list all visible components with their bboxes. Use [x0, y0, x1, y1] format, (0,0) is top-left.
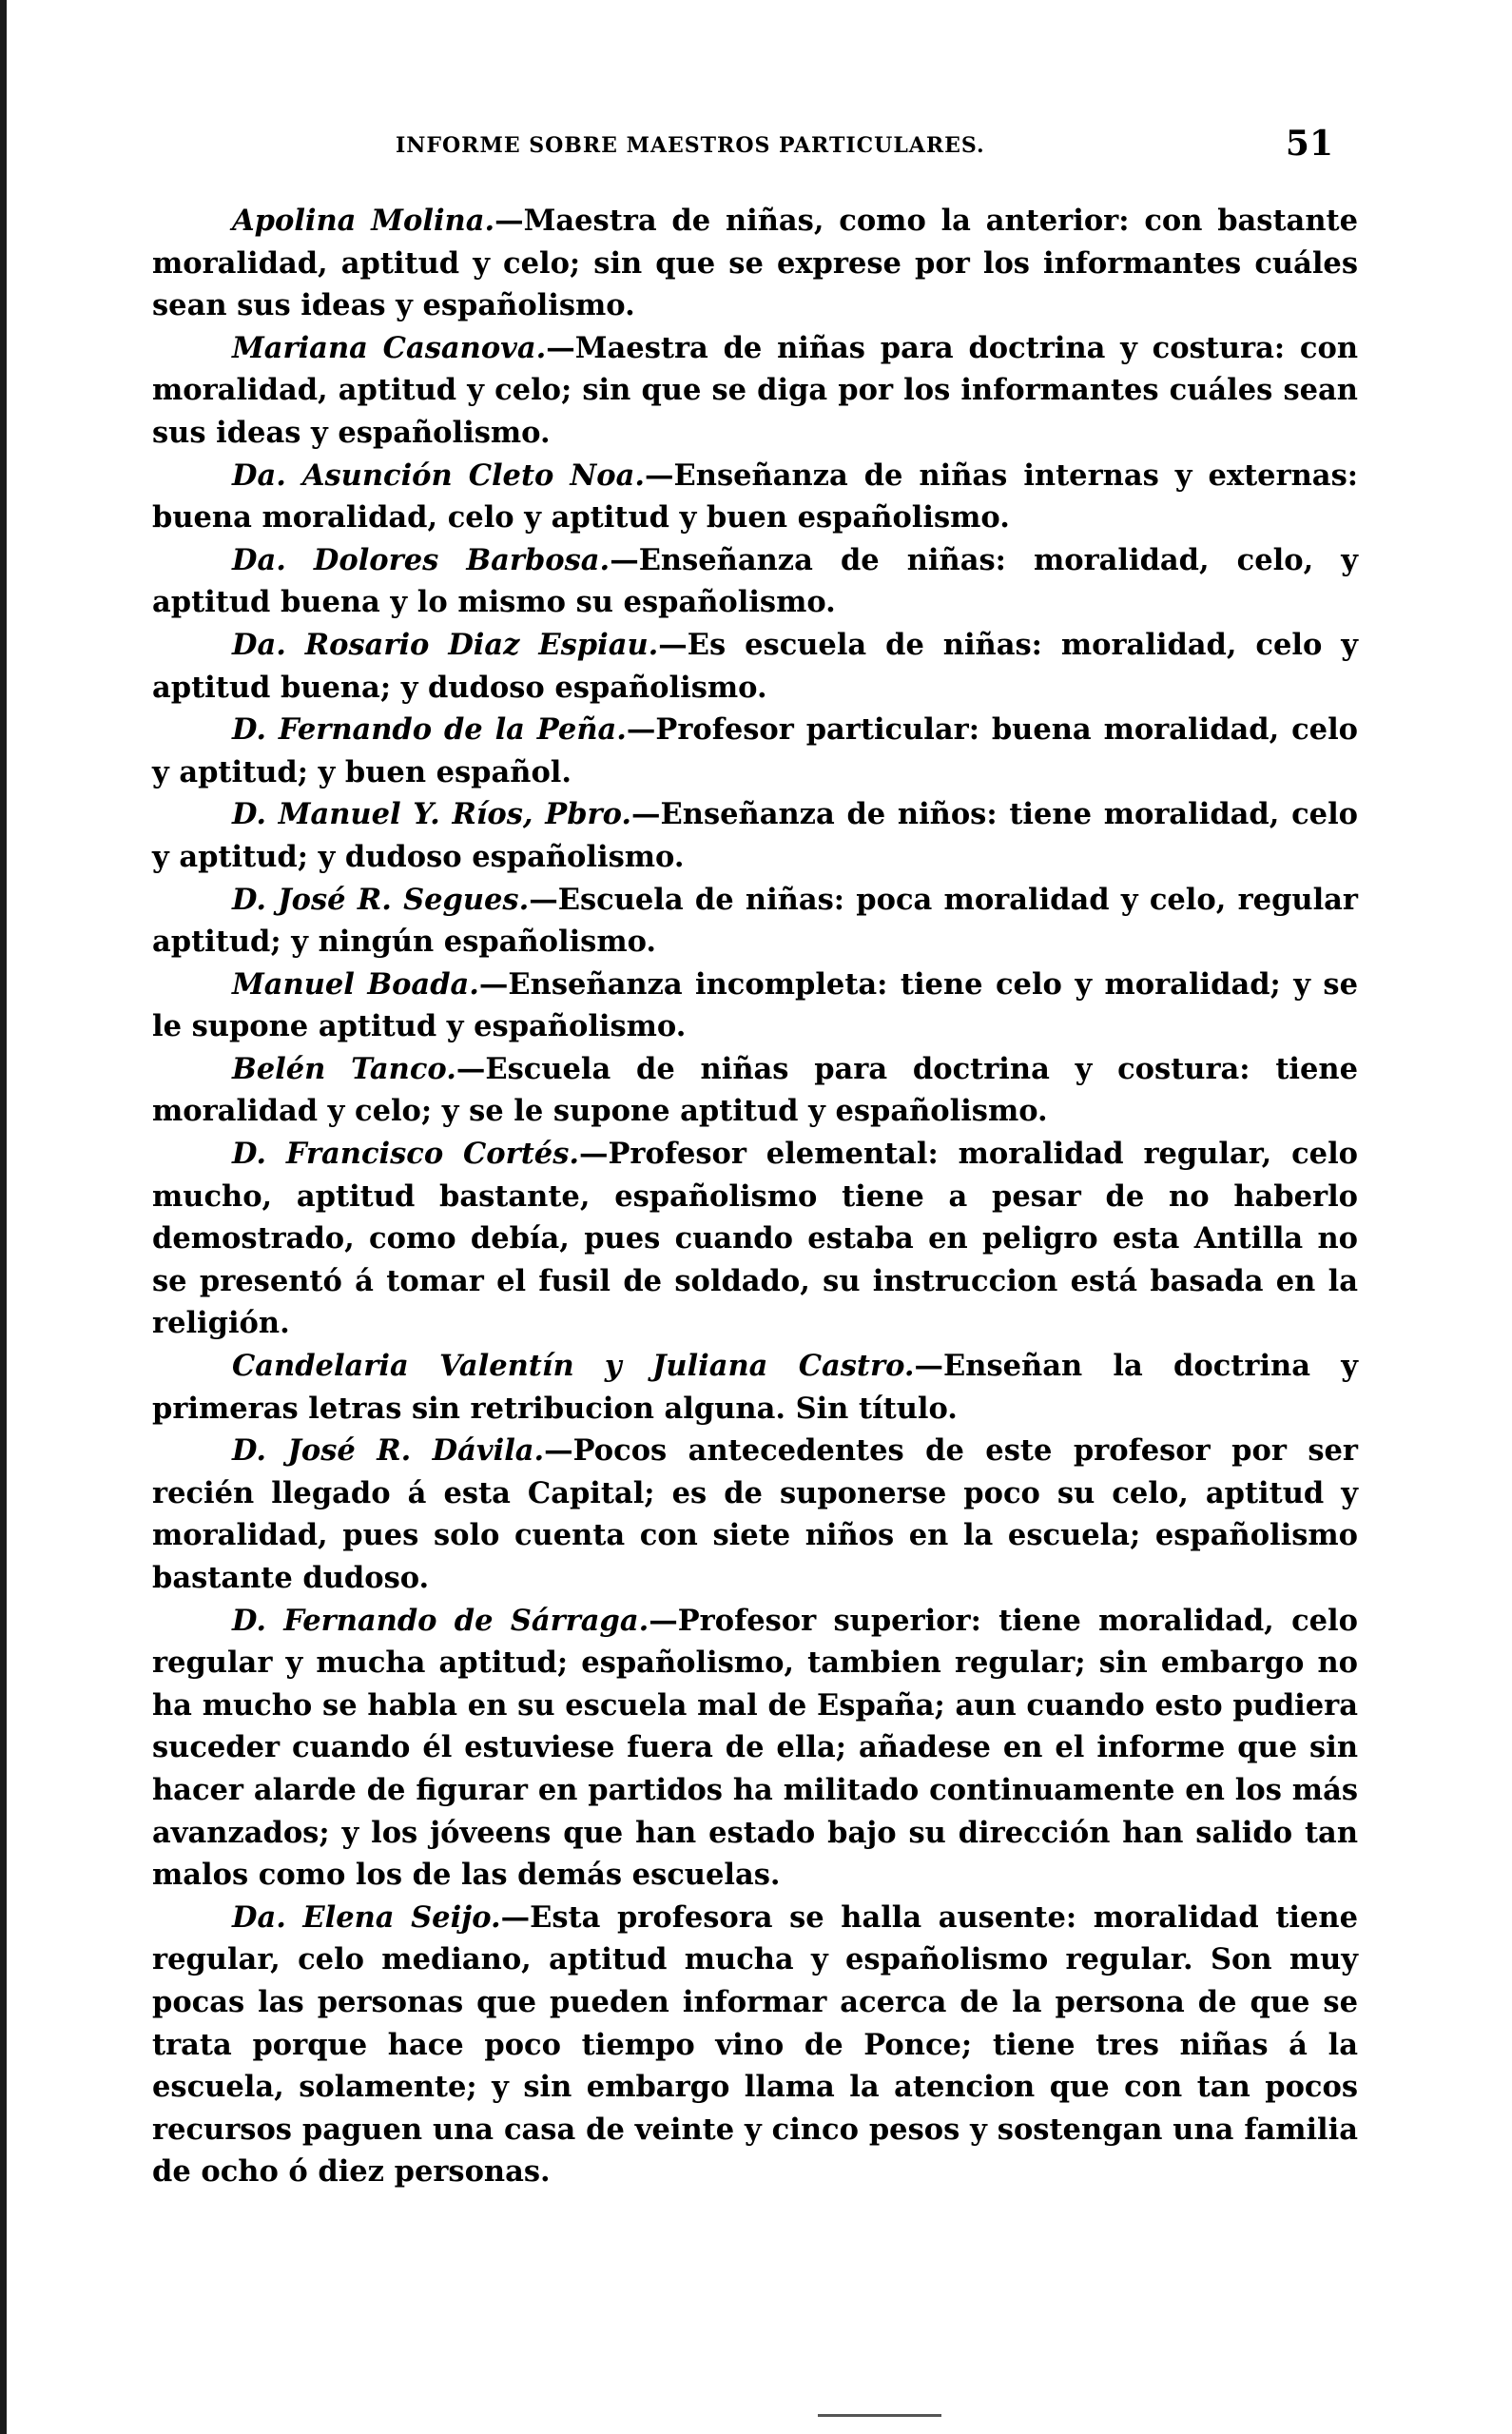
entry-name: D. José R. Segues.: [232, 882, 530, 917]
entry-name: D. Fernando de Sárraga.: [232, 1603, 649, 1638]
entry-name: Candelaria Valentín y Juliana Castro.: [232, 1349, 915, 1384]
entry-name: D. Manuel Y. Ríos, Pbro.: [232, 797, 632, 832]
entry-text: —Enseñanza de niñas internas y externas: buena moralidad, celo y aptitud y buen españolismo.: [152, 458, 1358, 535]
entry-text: —Maestra de niñas para doctrina y costura: con moralidad, aptitud y celo; sin que se diga por los informantes cuáles sean sus ideas y españolismo.: [152, 330, 1358, 450]
entry-paragraph: [152, 624, 1358, 709]
entry-text: —Escuela de niñas para doctrina y costura: tiene moralidad y celo; y se le supone aptitud y españolismo.: [152, 1051, 1358, 1129]
book-page: [152, 0, 1358, 2434]
entry-text: —Enseñanza incompleta: tiene celo y moralidad; y se le supone aptitud y españolismo.: [152, 966, 1358, 1044]
entry-text: —Enseñanza de niños: tiene moralidad, celo y aptitud; y dudoso españolismo.: [152, 797, 1358, 874]
entry-paragraph: [152, 793, 1358, 878]
entry-text: —Pocos antecedentes de este profesor por ser recién llegado á esta Capital; es de suponerse poco su celo, aptitud y moralidad, pues solo cuenta con siete niños en la escuela; españolismo bastante dudoso.: [152, 1433, 1358, 1595]
entry-name: Da. Dolores Barbosa.: [232, 542, 611, 577]
entry-paragraph: [152, 327, 1358, 455]
entry-name: Apolina Molina.: [232, 204, 495, 238]
entry-paragraph: [152, 200, 1358, 327]
entry-text: —Enseñanza de niñas: moralidad, celo, y aptitud buena y lo mismo su españolismo.: [152, 542, 1358, 620]
entry-name: Mariana Casanova.: [232, 330, 547, 365]
entry-text: —Esta profesora se halla ausente: moralidad tiene regular, celo mediano, aptitud mucha y españolismo regular. Son muy pocas las personas que pueden informar acerca de la persona de que se trata porque hace poco tiempo vino de Ponce; tiene tres niñas á la escuela, solamente; y sin embargo llama la atencion que con tan pocos recursos paguen una casa de veinte y cinco pesos y sostengan una familia de ocho ó diez personas.: [152, 1899, 1358, 2190]
header-title: INFORME SOBRE MAESTROS PARTICULARES.: [396, 133, 985, 158]
entry-paragraph: [152, 1048, 1358, 1133]
entry-name: Da. Asunción Cleto Noa.: [232, 458, 646, 493]
entry-paragraph: [152, 1897, 1358, 2193]
entry-paragraph: [152, 539, 1358, 624]
entry-name: D. Fernando de la Peña.: [232, 712, 627, 748]
footer-rule: [818, 2414, 941, 2417]
entry-text: —Profesor superior: tiene moralidad, celo regular y mucha aptitud; españolismo, tambien regular; sin embargo no ha mucho se habla en su escuela mal de España; aun cuando esto pudiera suceder cuando él estuviese fuera de ella; añadese en el informe que sin hacer alarde de figurar en partidos ha militado continuamente en los más avanzados; y los jóveens que han estado bajo su dirección han salido tan malos como los de las demás escuelas.: [152, 1603, 1358, 1893]
entry-text: —Escuela de niñas: poca moralidad y celo, regular aptitud; y ningún españolismo.: [152, 882, 1358, 960]
page-number: 51: [1285, 124, 1333, 164]
entry-paragraph: [152, 709, 1358, 793]
entry-paragraph: [152, 964, 1358, 1048]
entry-text: —Maestra de niñas, como la anterior: con bastante moralidad, aptitud y celo; sin que se exprese por los informantes cuáles sean sus ideas y españolismo.: [152, 204, 1358, 323]
entry-paragraph: [152, 1600, 1358, 1897]
entry-name: D. Francisco Cortés.: [232, 1137, 579, 1172]
entry-name: Da. Elena Seijo.: [232, 1899, 501, 1935]
running-header: [152, 124, 1358, 166]
entry-name: Da. Rosario Diaz Espiau.: [232, 627, 659, 662]
entry-paragraph: [152, 1345, 1358, 1430]
entry-paragraph: [152, 1133, 1358, 1345]
entry-name: Manuel Boada.: [232, 966, 479, 1002]
entry-text: —Enseñan la doctrina y primeras letras sin retribucion alguna. Sin título.: [152, 1349, 1358, 1426]
entry-text: —Es escuela de niñas: moralidad, celo y aptitud buena; y dudoso españolismo.: [152, 627, 1358, 705]
entry-text: —Profesor particular: buena moralidad, celo y aptitud; y buen español.: [152, 712, 1359, 789]
entry-paragraph: [152, 455, 1358, 539]
entry-name: Belén Tanco.: [232, 1051, 456, 1086]
body-text: [152, 200, 1358, 2193]
entry-text: —Profesor elemental: moralidad regular, celo mucho, aptitud bastante, españolismo tiene a pesar de no haberlo demostrado, como debía, pues cuando estaba en peligro esta Antilla no se presentó á tomar el fusil de soldado, su instruccion está basada en la religión.: [152, 1137, 1358, 1341]
entry-name: D. José R. Dávila.: [232, 1433, 545, 1469]
entry-paragraph: [152, 1430, 1358, 1599]
entry-paragraph: [152, 879, 1358, 964]
page-binding-edge: [0, 0, 7, 2434]
